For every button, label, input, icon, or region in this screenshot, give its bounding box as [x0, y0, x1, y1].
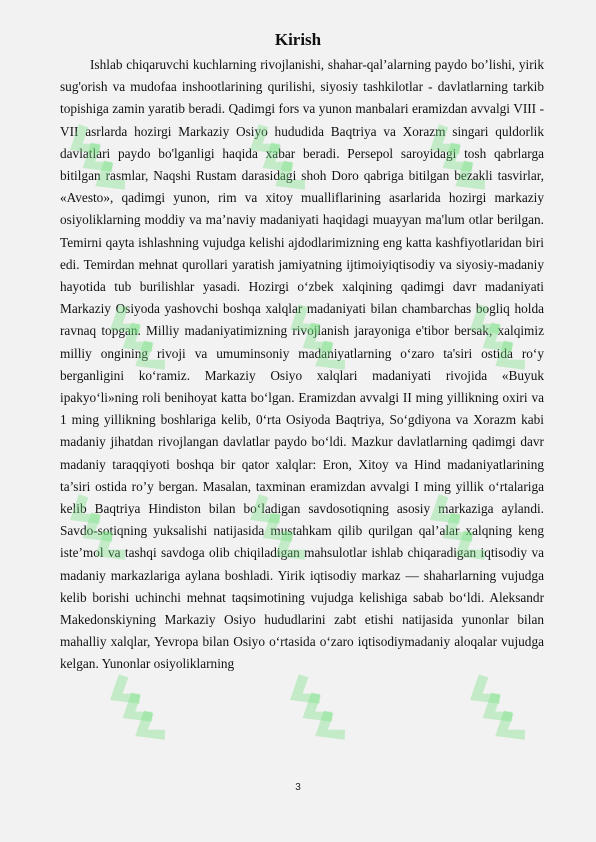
page-number: 3: [295, 782, 301, 793]
watermark-mark: [461, 671, 530, 753]
page-title: Kirish: [274, 30, 322, 49]
body-paragraph: Ishlab chiqaruvchi kuchlarning rivojlanishi, shahar-qal’alarning paydo bo’lishi, yirik sug'orish va mudofaa inshootlarining qurilishi, siyosiy tashkilotlar - davlatlarning tarkib topishiga zamin yaratib beradi. Qadimgi fors va yunon manbalari eramizdan avvalgi VIII -VII asrlarda hozirgi Markaziy Osiyo hududida Baqtriya va Xorazm singari quldorlik davlatlari paydo bo'lganligi haqida xabar beradi. Persepol saroyidagi tosh qabrlarga bitilgan rasmlar, Naqshi Rustam darasidagi shoh Doro qabriga bitilgan bezakli tasvirlar, «Avesto», qadimgi yunon, rim va xitoy mualliflarining asarlarida hozirgi markaziy osiyoliklarning moddiy va ma’naviy madaniyati haqidagi muayyan ma'lum otlar berilgan. Temirni qayta ishlashning vujudga kelishi ajdodlarimizning eng katta kashfiyotlaridan biri edi. Temirdan mehnat qurollari yaratish jamiyatning ijtimoiyiqtisodiy va siyosiy-madaniy hayotida tub burilishlar yasadi. Hozirgi o‘zbek xalqining qadimgi davr madaniyati Markaziy Osiyoda yashovchi boshqa xalqlar madaniyati bilan chambarchas bogliq holda ravnaq topgan. Milliy madaniyatimizning rivojlanish jarayoniga e'tibor bersak, xalqimiz milliy ongining rivoji va umuminsoniy madaniyatlarning o‘zaro ta'siri ostida ro‘y berganligini ko‘ramiz. Markaziy Osiyo xalqlari madaniyati rivojida «Buyuk ipakyo‘li»ning roli benihoyat katta bo‘lgan. Eramizdan avvalgi II ming yillikning oxiri va 1 ming yillikning boshlariga kelib, 0‘rta Osiyoda Baqtriya, So‘gdiyona va Xorazm kabi madaniy jihatdan rivojlangan davlatlar paydo bo‘ldi. Mazkur davlatlarning qadimgi davr madaniy taraqqiyoti boshqa bir qator xalqlar: Eron, Xitoy va Hind madaniyatlarining ta’siri ostida ro’y bergan. Masalan, taxminan eramizdan avvalgi I ming yillik o‘rtalariga kelib Baqtriya Hindiston bilan bo‘ladigan savdosotiqning asosiy markaziga aylandi. Savdo-sotiqning yuksalishi natijasida mustahkam qilib qurilgan qal’alar xalqning keng iste’mol va tashqi savdoga olib chiqiladigan mahsulotlar ishlab chiqaradigan iqtisodiy va madaniy markazlariga aylana boshladi. Yirik iqtisodiy markaz — shaharlarning vujudga kelib borishi uchinchi mehnat taqsimotining vujudga kelishiga sabab bo‘ldi. Aleksandr Makedonskiyning Markaziy Osiyo hududlarini zabt etishi natijasida yunonlar bilan mahalliy xalqlar, Yevropa bilan Osiyo o‘rtasida o‘zaro iqtisodiymadaniy aloqalar vujudga kelgan. Yunonlar osiyoliklarning: [60, 57, 544, 672]
watermark-mark: [101, 671, 170, 753]
watermark-mark: [281, 671, 350, 753]
